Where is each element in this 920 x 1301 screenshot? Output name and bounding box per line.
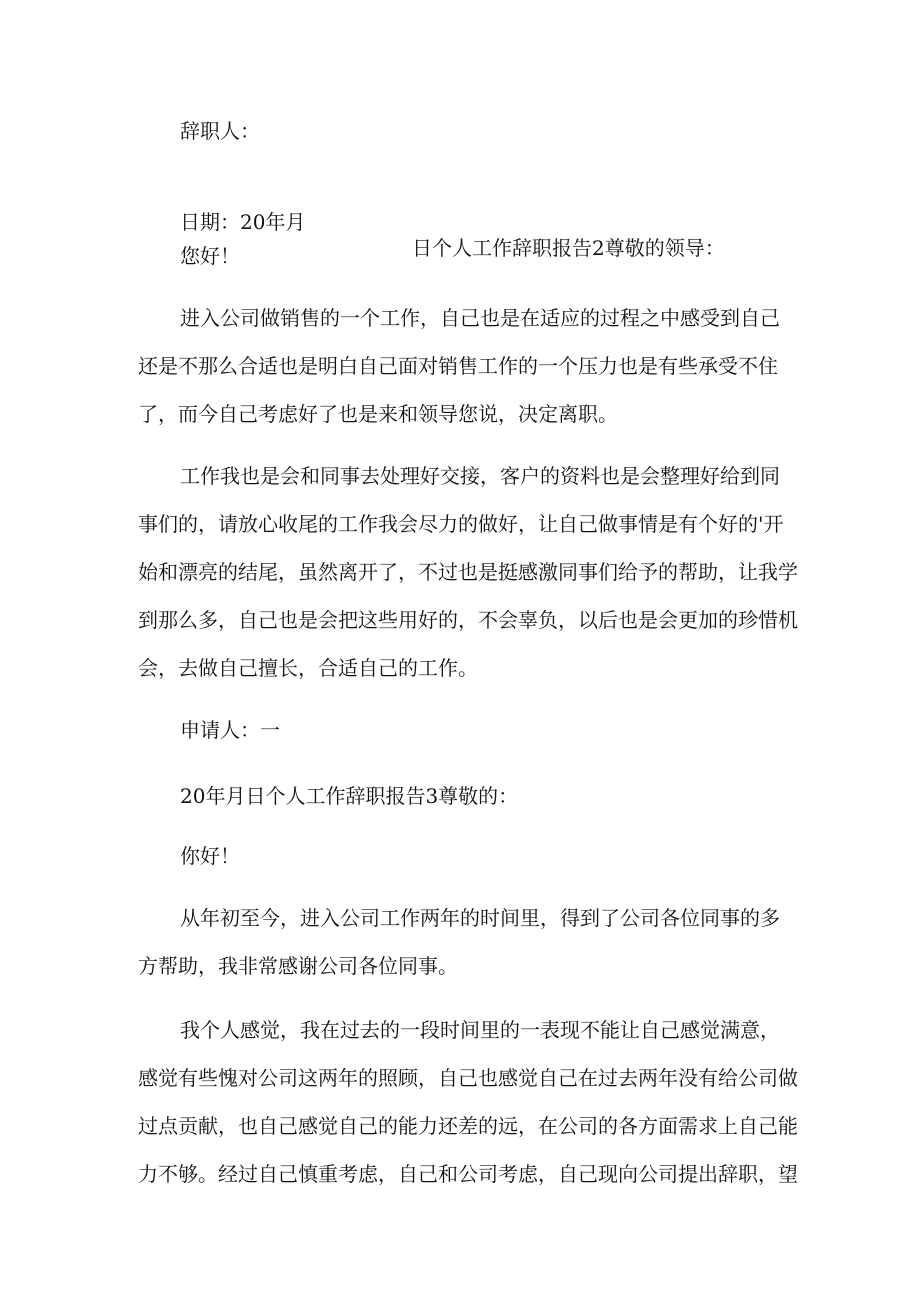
- para1-line-1: 进入公司做销售的一个工作，自己也是在适应的过程之中感受到自己: [180, 306, 780, 330]
- date-line: [0, 183, 920, 287]
- para1-line-3: 了，而今自己考虑好了也是来和领导您说，决定离职。: [138, 402, 618, 426]
- greeting-1: 您好！: [180, 244, 240, 268]
- report3-heading: 20年月日个人工作辞职报告3尊敬的：: [180, 784, 519, 808]
- para4-line-3: 过点贡献，也自己感觉自己的能力还差的远，在公司的各方面需求上自己能: [138, 1114, 798, 1138]
- para2-line-1: 工作我也是会和同事去处理好交接，客户的资料也是会整理好给到同: [180, 464, 780, 488]
- para2-line-4: 到那么多，自己也是会把这些用好的，不会辜负，以后也是会更加的珍惜机: [138, 608, 798, 632]
- para2-line-2: 事们的，请放心收尾的工作我会尽力的做好，让自己做事情是有个好的'开: [138, 512, 784, 536]
- para4-line-4: 力不够。经过自己慎重考虑，自己和公司考虑，自己现向公司提出辞职，望: [138, 1162, 798, 1186]
- para2-line-3: 始和漂亮的结尾，虽然离开了，不过也是挺感激同事们给予的帮助，让我学: [138, 560, 798, 584]
- para1-line-2: 还是不那么合适也是明白自己面对销售工作的一个压力也是有些承受不住: [138, 354, 778, 378]
- para3-line-2: 方帮助，我非常感谢公司各位同事。: [138, 954, 458, 978]
- resigner-label: 辞职人：: [180, 119, 260, 143]
- para4-line-1: 我个人感觉，我在过去的一段时间里的一表现不能让自己感觉满意，: [180, 1018, 780, 1042]
- para4-line-2: 感觉有些愧对公司这两年的照顾，自己也感觉自己在过去两年没有给公司做: [138, 1066, 798, 1090]
- para2-line-5: 会，去做自己擅长，合适自己的工作。: [138, 656, 478, 680]
- report2-heading: 日个人工作辞职报告2尊敬的领导：: [412, 236, 725, 260]
- greeting-2: 你好！: [180, 844, 240, 868]
- para3-line-1: 从年初至今，进入公司工作两年的时间里，得到了公司各位同事的多: [180, 906, 780, 930]
- applicant-label: 申请人：一: [180, 718, 280, 742]
- date-label: 日期：20年月: [180, 210, 306, 234]
